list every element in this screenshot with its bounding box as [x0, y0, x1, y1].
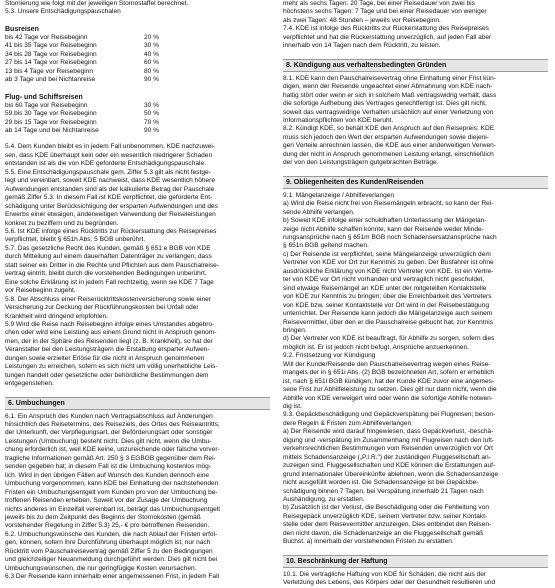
rate-value: 70 % — [144, 118, 159, 126]
rate-row — [5, 34, 159, 42]
bus-heading: Busreisen — [5, 25, 39, 33]
rate-row — [5, 119, 159, 127]
rate-value: 60 % — [144, 59, 159, 67]
rate-row — [5, 76, 159, 84]
left-column — [5, 0, 270, 582]
rate-value: 30 % — [144, 101, 159, 109]
flight-rate-table — [5, 102, 159, 136]
right-column — [283, 0, 548, 588]
intro-text: Stornierung wie folgt mit der jeweiligen Stornostaffel berechnet. 5.3. Unsere Entschädigungspauschalen — [5, 0, 189, 16]
rate-value: 50 % — [144, 110, 159, 118]
rate-label: ab 14 Tage und bei Nichtanreise — [5, 126, 99, 134]
rate-value: 90 % — [144, 76, 159, 84]
section-5-paragraphs: 5.4. Dem Kunden bleibt es in jedem Fall unbenommen, KDE nachzuwei- sen, dass KDE überhaupt kein oder ein wesentlich niedrigerer Schaden entstanden ist als die von KDE geforderte Entschädigungspauschale. 5.5. Eine Entschädigungspauschale gem. Ziffer 5.3 gilt als nicht festge- legt und vereinbart, soweit KDE nachweist, dass KDE wesentlich höhere Aufwendungen entstanden sind als der kalkulierte Betrag der Pauschale gemäß Ziffer 5.3. In diesem Fall ist KDE verpflichtet, die geforderte Ent- schädigung unter Berücksichtigung der ersparten Aufwendungen und des Erwerbs einer etwaigen, anderweitigen Verwendung der Reiseleistungen konkret zu beziffern und zu begründen. 5.6. Ist KDE infolge eines Rücktritts zur Rückerstattung des Reisepreises verpflichtet, bleibt § 651h Abs. 5 BGB unberührt. 5.7. Das gesetzliche Recht des Kunden, gemäß § 651 e BGB von KDE durch Mitteilung auf einem dauerhaften Datenträger zu verlangen, dass statt seiner ein Dritter in die Rechte und Pflichten aus dem Pauschalreise- vertrag eintritt, bleibt durch die vorstehenden Bedingungen unberührt. Eine solche Erklärung ist in jedem Fall rechtzeitig, wenn sie KDE 7 Tage vor Reisebeginn zugeht. 5.8. Der Abschluss einer Reiserücktrittskostenversicherung sowie einer Versicherung zur Deckung der Rückführungskosten bei Unfall oder Krankheit wird dringend empfohlen. 5.9 Wird die Reise nach Reisebeginn infolge eines Umstandes abgebro- chen oder wird eine Leistung aus einem Grund nicht in Anspruch genom- men, der in der Sphäre des Reisenden liegt (z. B. Krankheit), so hat der Veranstalter bei den Leistungsträgern die Erstattung ersparter Aufwen- dungen sowie erzielter Erlöse für die nicht in Anspruch genommenen Leistungen zu erreichen, sofern es sich nicht um völlig unerhebliche Leis- tungen handelt oder gesetzliche oder behördliche Bestimmungen dem entgegenstehen. — [5, 143, 219, 388]
rate-label: 59 bis 30 Tage vor Reisebeginn — [5, 110, 97, 118]
section-8-heading: 8. Kündigung aus verhaltensbedingten Gründen — [283, 59, 548, 72]
rate-label: 27 bis 14 Tage vor Reisebeginn — [5, 59, 97, 67]
rate-value: 20 % — [144, 33, 159, 41]
rate-label: ab 3 Tage und bei Nichtanreise — [5, 76, 96, 84]
rate-label: 29 bis 15 Tage vor Reisebeginn — [5, 118, 97, 126]
rate-label: bis 60 Tage vor Reisebeginn — [5, 101, 88, 109]
flight-ship-heading: Flug- und Schiffsreisen — [5, 93, 83, 101]
rate-value: 90 % — [144, 126, 159, 134]
section-6-heading: 6. Umbuchungen — [5, 397, 270, 410]
rate-row — [5, 102, 159, 110]
rate-label: 41 bis 35 Tage vor Reisebeginn — [5, 42, 97, 50]
rate-value: 30 % — [144, 42, 159, 50]
rate-row — [5, 51, 159, 59]
section-6-paragraphs: 6.1. Ein Anspruch des Kunden nach Vertragsabschluss auf Änderungen hinsichtlich des Reisetermins, des Reiseziels, des Ortes des Reiseantritts, der Unterkunft, der Verpflegungsart, der Beförderungsart oder sonstiger Leistungen (Umbuchung) besteht nicht. Dies gilt nicht, wenn die Umbu- chung erforderlich ist, weil KDE keine, unzureichende oder falsche vorver- tragliche Informationen gemäß Art. 250 § 3 EGBGB gegenüber dem Rei- senden gegeben hat; in diesem Fall ist die Umbuchung kostenlos mög- lich. Wird in den übrigen Fällen auf Wunsch des Kunden dennoch eine Umbuchung vorgenommen, kann KDE bei Einhaltung der nachstehenden Fristen ein Umbuchungsentgelt vom Kunden pro von der Umbuchung be- troffenen Reisenden erheben. Soweit vor der Zusage der Umbuchung nichts anderes im Einzelfall vereinbart ist, beträgt das Umbuchungsentgelt jeweils bis zu dem Zeitpunkt des Beginns der Stornokosten (gemäß vorstehender Regelung in Ziffer 5.3) 25,- € pro betroffenen Reisenden. 6.2. Umbuchungswünsche des Kunden, die nach Ablauf der Fristen erfol- gen, können, sofern ihre Durchführung überhaupt möglich ist, nur nach Rücktritt vom Pauschalreisevertrag gemäß Ziffer 5 zu den Bedingungen und gleichzeitiger Neuanmeldung durchgeführt werden. Dies gilt nicht bei Umbuchungswünschen, die nur geringfügige Kosten verursachen. 6.3 Der Reisende kann innerhalb einer angemessenen Frist, in jedem Fall — [5, 412, 221, 581]
section-9-heading: 9. Obliegenheiten des Kunden/Reisenden — [283, 176, 548, 189]
section-10-paragraphs: 10.1. Die vertragliche Haftung von KDE für Schäden, die nicht aus der Verletzung des Lebens, des Körpers oder der Gesundheit resultieren und — [283, 570, 496, 587]
rate-row — [5, 68, 159, 76]
rate-value: 80 % — [144, 67, 159, 75]
section-9-paragraphs: 9.1. Mängelanzeige / Abhilfeverlangen a) Wird die Reise nicht frei von Reisemängeln erbracht, so kann der Rei- sende Abhilfe verlangen. b) Soweit KDE infolge einer schuldhaften Unterlassung der Mängelan- zeige nicht Abhilfe schaffen konnte, kann der Reisende weder Minde- rungsansprüche nach § 651m BGB noch Schadensersatzansprüche nach § 651n BGB geltend machen. c) Der Reisende ist verpflichtet, seine Mängelanzeige unverzüglich dem Vertreter von KDE vor Ort zur Kenntnis zu geben. Der Busfahrer ist ohne ausdrückliche Erklärung von KDE nicht Vertreter von KDE. Ist ein Vertre- ter von KDE vor Ort nicht vorhanden und vertraglich nicht geschuldet, sind etwaige Reisemängel an KDE unter der mitgeteilten Kontaktstelle von KDE zur Kenntnis zu bringen; über die Erreichbarkeit des Vertreters von KDE bzw. seiner Kontaktstelle vor Ort wird in der Reisebestätigung unterrichtet. Der Reisende kann jedoch die Mängelanzeige auch seinem Reisevermittler, über den er die Pauschalreise gebucht hat, zur Kenntnis bringen. d) Der Vertreter von KDE ist beauftragt, für Abhilfe zu sorgen, sofern dies möglich ist. Er ist jedoch nicht befugt, Ansprüche anzuerkennen. 9.2. Fristsetzung vor Kündigung Will der Kunde/Reisende den Pauschalreisevertrag wegen eines Reise- mangels der in § 651i Abs. (2) BGB bezeichneten Art, sofern er erheblich ist, nach § 651l BGB kündigen, hat der Kunde KDE zuvor eine angemes- sene Frist zur Abhilfeleistung zu setzen. Dies gilt nur dann nicht, wenn die Abhilfe von KDE verweigert wird oder wenn die sofortige Abhilfe notwen- dig ist. 9.3. Gepäckbeschädigung und Gepäckverspätung bei Flugreisen; beson- dere Regeln & Fristen zum Abhilfeverlangen a) Der Reisende wird darauf hingewiesen, dass Gepäckverlust, -beschä- digung und -verspätung im Zusammenhang mit Flugreisen nach den luft- verkehrsrechtlichen Bestimmungen vom Reisenden unverzüglich vor Ort mittels Schadensanzeige („P.I.R.") der zuständigen Fluggesellschaft an- zuzeigen sind. Fluggesellschaften und KDE können die Erstattungen auf- grund internationaler Übereinkünfte ablehnen, wenn die Schadensanzeige nicht ausgefüllt worden ist. Die Schadensanzeige ist bei Gepäckbe- schädigung binnen 7 Tagen, bei Verspätung innerhalb 21 Tagen nach Aushändigung, zu erstatten. b) Zusätzlich ist der Verlust, die Beschädigung oder die Fehlleitung von Reisegepäck unverzüglich KDE, seinem Vertreter bzw. seiner Kontakt- stelle oder dem Reisevermittler anzuzeigen. Dies entbindet den Reisen- den nicht davon, die Schadenanzeige an die Fluggesellschaft gemäß Buchst. a) innerhalb der vorstehenden Fristen zu erstatten. — [283, 191, 499, 546]
rate-row — [5, 127, 159, 135]
rate-row — [5, 42, 159, 50]
rate-label: 13 bis 4 Tage vor Reisebeginn — [5, 67, 93, 75]
section-10-heading: 10. Beschränkung der Haftung — [283, 555, 548, 568]
section-7-continuation: mehr als sechs Tagen: 20 Tage, bei einer Reisedauer von zwei bis höchstens sechs Tagen: 7 Tage und bei einer Reisedauer von weniger als zwei Tagen: 48 Stunden – jeweils vor Reisebeginn. 7.4. KDE ist infolge des Rücktritts zur Rückerstattung des Reisepreises verpflichtet und hat die Rückerstattung unverzüglich, auf jeden Fall aber innerhalb von 14 Tagen nach dem Rücktritt, zu leisten. — [283, 0, 492, 50]
rate-label: 34 bis 28 Tage vor Reisebeginn — [5, 50, 97, 58]
section-8-paragraphs: 8.1. KDE kann den Pauschalreisevertrag ohne Einhaltung einer Frist kün- digen, wenn der Reisende ungeachtet einer Abmahnung von KDE nach- haltig stört oder wenn er sich in solchem Maß vertragswidrig verhält, dass die sofortige Aufhebung des Vertrages gerechtfertigt ist. Dies gilt nicht, soweit das vertragswidrige Verhalten ursächlich auf einer Verletzung von Informationspflichten von KDE beruht. 8.2. Kündigt KDE, so behält KDE den Anspruch auf den Reisepreis; KDE muss sich jedoch den Wert der ersparten Aufwendungen sowie diejeni- gen Vorteile anrechnen lassen, die KDE aus einer anderweitigen Verwen- dung der nicht in Anspruch genommenen Leistung erlangt, einschließlich der von den Leistungsträgern gutgebrachten Beträge. — [283, 74, 497, 167]
rate-row — [5, 110, 159, 118]
bus-rate-table — [5, 34, 159, 85]
rate-value: 40 % — [144, 50, 159, 58]
rate-label: bis 42 Tage vor Reisebeginn — [5, 33, 88, 41]
rate-row — [5, 59, 159, 67]
